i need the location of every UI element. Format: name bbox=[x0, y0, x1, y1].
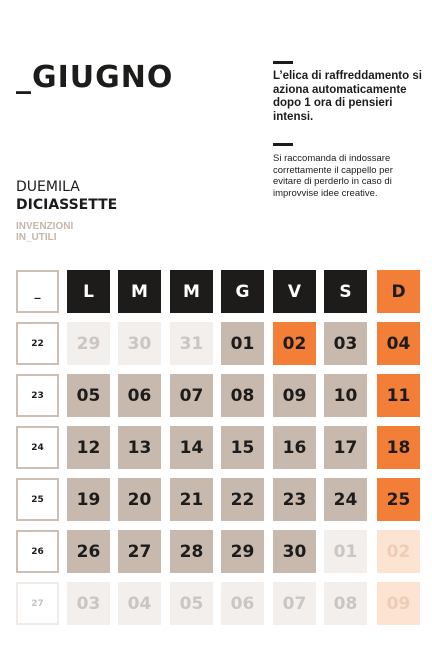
day-cell[interactable]: 03 bbox=[324, 322, 367, 365]
day-cell[interactable]: 29 bbox=[221, 530, 264, 573]
note-divider-secondary bbox=[273, 143, 293, 146]
day-cell-sunday[interactable]: 18 bbox=[377, 426, 420, 469]
note-divider bbox=[273, 61, 293, 64]
day-cell[interactable]: 23 bbox=[273, 478, 316, 521]
week-number: 23 bbox=[16, 374, 59, 417]
day-cell-sunday[interactable]: 04 bbox=[377, 322, 420, 365]
week-number: 22 bbox=[16, 322, 59, 365]
week-number: 25 bbox=[16, 478, 59, 521]
day-cell[interactable]: 15 bbox=[221, 426, 264, 469]
day-cell[interactable]: 08 bbox=[221, 374, 264, 417]
year-label-line2: DICIASSETTE bbox=[16, 197, 118, 213]
month-title: _GIUGNO bbox=[16, 60, 174, 95]
day-cell[interactable]: 16 bbox=[273, 426, 316, 469]
day-cell[interactable]: 01 bbox=[324, 530, 367, 573]
day-cell[interactable]: 29 bbox=[67, 322, 110, 365]
day-cell-sunday[interactable]: 11 bbox=[377, 374, 420, 417]
day-cell[interactable]: 08 bbox=[324, 582, 367, 625]
day-cell[interactable]: 20 bbox=[118, 478, 161, 521]
day-cell-sunday[interactable]: 25 bbox=[377, 478, 420, 521]
day-cell[interactable]: 19 bbox=[67, 478, 110, 521]
day-cell[interactable]: 07 bbox=[170, 374, 213, 417]
calendar-corner: _ bbox=[16, 270, 59, 313]
day-cell[interactable]: 28 bbox=[170, 530, 213, 573]
day-cell[interactable]: 17 bbox=[324, 426, 367, 469]
day-cell-highlighted[interactable]: 02 bbox=[273, 322, 316, 365]
week-number: 27 bbox=[16, 582, 59, 625]
weekday-header-thu: G bbox=[221, 270, 264, 313]
day-cell[interactable]: 31 bbox=[170, 322, 213, 365]
day-cell[interactable]: 01 bbox=[221, 322, 264, 365]
day-cell-sunday[interactable]: 09 bbox=[377, 582, 420, 625]
day-cell[interactable]: 30 bbox=[273, 530, 316, 573]
day-cell[interactable]: 21 bbox=[170, 478, 213, 521]
day-cell[interactable]: 05 bbox=[67, 374, 110, 417]
weekday-header-sat: S bbox=[324, 270, 367, 313]
day-cell[interactable]: 14 bbox=[170, 426, 213, 469]
day-cell[interactable]: 26 bbox=[67, 530, 110, 573]
secondary-note: Si raccomanda di indossare correttamente il cappello per evitare di perderlo in caso di improvvise idee creative. bbox=[273, 153, 393, 199]
day-cell[interactable]: 09 bbox=[273, 374, 316, 417]
day-cell[interactable]: 06 bbox=[221, 582, 264, 625]
day-cell[interactable]: 10 bbox=[324, 374, 367, 417]
week-number: 24 bbox=[16, 426, 59, 469]
day-cell[interactable]: 24 bbox=[324, 478, 367, 521]
week-number: 26 bbox=[16, 530, 59, 573]
year-label-line1: DUEMILA bbox=[16, 179, 80, 195]
day-cell[interactable]: 27 bbox=[118, 530, 161, 573]
weekday-header-fri: V bbox=[273, 270, 316, 313]
day-cell[interactable]: 05 bbox=[170, 582, 213, 625]
day-cell[interactable]: 30 bbox=[118, 322, 161, 365]
weekday-header-tue: M bbox=[118, 270, 161, 313]
day-cell[interactable]: 03 bbox=[67, 582, 110, 625]
day-cell[interactable]: 22 bbox=[221, 478, 264, 521]
day-cell[interactable]: 06 bbox=[118, 374, 161, 417]
weekday-header-wed: M bbox=[170, 270, 213, 313]
brand-label bbox=[16, 221, 73, 243]
day-cell[interactable]: 13 bbox=[118, 426, 161, 469]
weekday-header-mon: L bbox=[67, 270, 110, 313]
brand-line2: IN_UTILI bbox=[16, 232, 57, 243]
day-cell[interactable]: 07 bbox=[273, 582, 316, 625]
day-cell-sunday[interactable]: 02 bbox=[377, 530, 420, 573]
day-cell[interactable]: 12 bbox=[67, 426, 110, 469]
weekday-header-sun: D bbox=[377, 270, 420, 313]
day-cell[interactable]: 04 bbox=[118, 582, 161, 625]
brand-line1: INVENZIONI bbox=[16, 221, 74, 232]
primary-note: L’elica di raffreddamento si aziona automaticamente dopo 1 ora di pensieri intensi. bbox=[273, 70, 422, 123]
